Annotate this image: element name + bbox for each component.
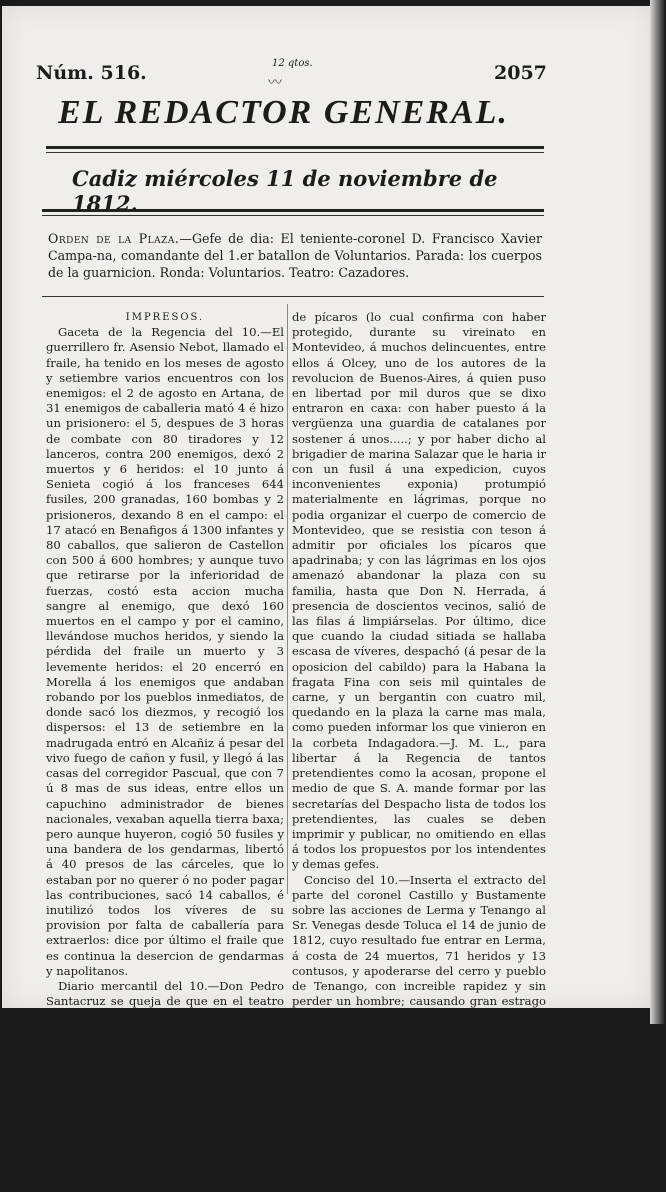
section-heading: IMPRESOS.	[125, 312, 205, 323]
dateline-rule-top	[42, 209, 544, 212]
title-rule-top	[46, 146, 544, 149]
column-divider	[287, 304, 288, 894]
page-folio: 2057	[494, 62, 547, 84]
orden-text: —Gefe de dia: El teniente-coronel D. Francisco Xavier Campa-na, comandante del 1.er batallon de Voluntarios. Parada: los cuerpos de la guarnicion. Ronda: Voluntarios. Teatro: Cazadores.	[48, 231, 542, 280]
newspaper-page	[2, 6, 652, 1191]
masthead-top	[2, 58, 652, 98]
orden-label: Orden de la Plaza.	[48, 231, 180, 246]
paragraph-conciso: Conciso del 10.—Inserta el extracto del parte del coronel Castillo y Bustamente sobre las acciones de Lerma y Tenango al Sr. Venegas desde Toluca el 14 de junio de 1812, cuyo resultado fue entrar en Lerma, á costa de 24 muertos, 71 heridos y 13 contusos, y apoderarse del cerro y pueblo de Tenango, con increible rapidez y sin perder un hombre; causando gran estrago en los rebeldes, que perdieron 25 cañones, todas sus municiones, porcion de armas y otras cosas, inclusos los papeles de sus cabecillas (R. 511).—El cuartel general del lord Wellington estaba en Rueda el 1.º del corriente.—El 29 del pasado entró en Lisboa la Efigenia con 217 españoles y sus respectivos oficiales, que deben dirigirse á Suecia para guardia de Ber-	[292, 872, 546, 1145]
issue-number: Núm. 516.	[36, 62, 147, 84]
dateline-rule-bottom	[42, 215, 544, 216]
orden-de-la-plaza	[48, 230, 542, 281]
newspaper-title: EL REDACTOR GENERAL.	[58, 94, 509, 131]
section-rule	[42, 296, 544, 297]
page-edge-shadow	[650, 0, 666, 1024]
flourish-ornament: 〰	[268, 75, 282, 91]
paragraph-gaceta: Gaceta de la Regencia del 10.—El guerrillero fr. Asensio Nebot, llamado el fraile, ha tenido en los meses de agosto y setiembre varios encuentros con los enemigos: el 2 de agosto en Artana, de 31 enemigos de caballeria mató 4 é hizo un prisionero: el 5, despues de 3 horas de combate con 80 tiradores y 12 lanceros, contra 200 enemigos, dexó 2 muertos y 6 heridos: el 10 junto á Senieta cogió á los franceses 644 fusiles, 200 granadas, 160 bombas y 2 prisioneros, dexando 8 en el campo: el 17 atacó en Benafigos á 1300 infantes y 80 caballos, que salieron de Castellon con 500 á 600 hombres; y aunque tuvo que retirarse por la inferioridad de fuerzas, costó esta accion mucha sangre al enemigo, que dexó 160 muertos en el campo y por el camino, llevándose muchos heridos, y siendo la pérdida del fraile un muerto y 3 levemente heridos: el 20 encerró en Morella á los enemigos que andaban robando por los pueblos inmediatos, de donde sacó los diezmos, y recogió los dispersos: el 13 de setiembre en la madrugada entró en Alcañiz á pesar del vivo fuego de cañon y fusil, y llegó á las casas del corregidor Pascual, que con 7 ú 8 mas de sus ideas, entre ellos un capuchino administrador de bienes nacionales, vexaban aquella tierra baxa; pero aunque huyeron, cogió 50 fusiles y una bandera de los gendarmas, libertó á 40 presos de las cárceles, que lo estaban por no querer ó no poder pagar las contribuciones, sacó 14 caballos, é inutilizó todos los víveres de su provision por falta de caballería para extraerlos: dice por último el fraile que es continua la desercion de gendarmas y napolitanos.	[46, 325, 284, 978]
dateline: Cadiz miércoles 11 de noviembre de 1812.	[72, 166, 498, 216]
paragraph-picaros: de pícaros (lo cual confirma con haber protegido, durante su vireinato en Montevideo, á muchos delincuentes, entre ellos á Olcey, uno de los autores de la revolucion de Buenos-Aires, á quien puso en libertad por mil duros que se dixo entraron en caxa: con haber puesto á la vergüenza una guardia de catalanes por sostener á unos.....; y por haber dicho al brigadier de marina Salazar que le haria ir con un fusil á una expedicion, cuyos inconvenientes exponia) protumpió materialmente en lágrimas, porque no podia organizar el cuerpo de comercio de Montevideo, que se resistia con teson á admitir por oficiales los pícaros que apadrinaba; y con las lágrimas en los ojos amenazó abandonar la plaza con su familia, hasta que Don N. Herrada, á presencia de doscientos vecinos, salió de las filas á limpiárselas. Por último, dice que cuando la ciudad sitiada se hallaba escasa de víveres, despachó (á pesar de la oposicion del cabildo) para la Habana la fragata Fina con seis mil quintales de carne, y un bergantin con cuatro mil, quedando en la plaza la carne mas mala, como pueden informar los que vinieron en la corbeta Indagadora.—J. M. L., para libertar á la Regencia de tantos pretendientes como la acosan, propone el medio de que S. A. mande formar por las secretarías del Despacho lista de todos los pretendientes, las cuales se deben imprimir y publicar, no omitiendo en ellas á todos los propuestos por los intendentes y demas gefes.	[292, 310, 546, 872]
title-rule-bottom	[46, 152, 544, 153]
paragraph-diario: Diario mercantil del 10.—Don Pedro Santacruz se queja de que en el teatro no haya direccion ni union, por falta de una persona hábil é inteligente que entienda en esto; y á causa de no ser mirado por el gobierno como un establecimiento nacional, cuando tanto lo merece, por ser el teatro en todas las naciones el barómetro de su civilizacion y cultura.—P. S. remite de la Isla un artículo, en que refiere varias virtudes del Sr. Elío; que, á pesar de ser atolondrado, grosero y atropellado, y protector	[46, 978, 284, 1191]
left-column	[46, 310, 284, 1192]
price: 12 qtos.	[272, 58, 313, 69]
right-column	[292, 310, 546, 1146]
